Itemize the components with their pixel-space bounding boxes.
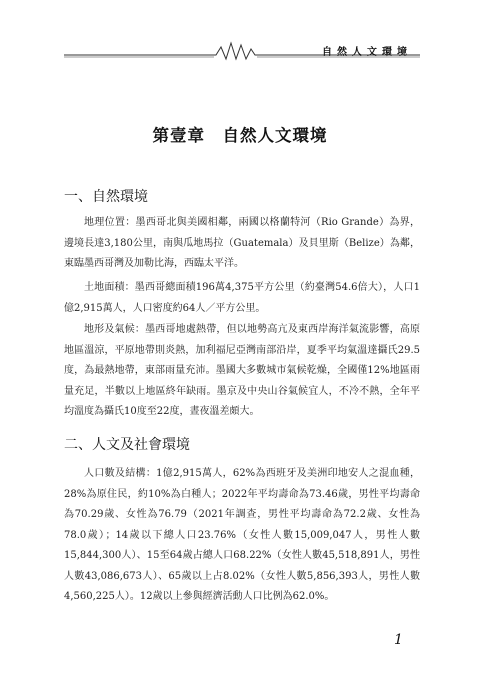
- paragraph-population-structure: 人口數及結構：1億2,915萬人，62%為西班牙及美洲印地安人之混血種，28%為原住民，約10%為白種人；2022年平均壽命為73.46歲，男性平均壽命為70.29歲、女性為76.79（2021年調查，男性平均壽命為72.2歲、女性為78.0歲）；14歲以下總人口23.76%（女性人數15,009,047人，男性人數15,844,300人）、15至64歲占總人口68.22%（女性人數45,518,891人，男性人數43,086,673人）、65歲以上占8.02%（女性人數5,856,393人，男性人數4,560,225人）。12歲以上參與經濟活動人口比例為62.0%。: [64, 468, 420, 602]
- paragraph-land-area: 土地面積：墨西哥總面積196萬4,375平方公里（約臺灣54.6倍大），人口1億2,915萬人，人口密度約64人／平方公里。: [64, 282, 420, 314]
- running-header: [64, 38, 420, 62]
- section-title-humanities-society: 二、人文及社會環境: [64, 437, 190, 453]
- chapter-title: 第壹章 自然人文環境: [152, 126, 328, 145]
- section-title-natural-environment: 一、自然環境: [64, 189, 148, 205]
- paragraph-geographic-location: 地理位置：墨西哥北與美國相鄰，兩國以格蘭特河（Rio Grande）為界，邊境長達3,180公里，南與瓜地馬拉（Guatemala）及貝里斯（Belize）為鄰，東臨墨西哥灣及加勒比海，西臨太平洋。: [64, 217, 420, 269]
- page-number: 1: [394, 632, 403, 648]
- paragraph-terrain-climate: 地形及氣候：墨西哥地處熱帶，但以地勢高亢及東西岸海洋氣流影響，高原地區溫涼，平原地帶則炎熱，加利福尼亞灣南部沿岸，夏季平均氣溫達攝氏29.5度，為最熱地帶，東部雨量充沛。墨國大多數城市氣候乾燥，全國僅12%地區雨量充足，半數以上地區終年缺雨。墨京及中央山谷氣候宜人，不冷不熱，全年平均溫度為攝氏10度至22度，晝夜溫差頗大。: [64, 324, 420, 417]
- header-label: 自然人文環境: [322, 47, 412, 58]
